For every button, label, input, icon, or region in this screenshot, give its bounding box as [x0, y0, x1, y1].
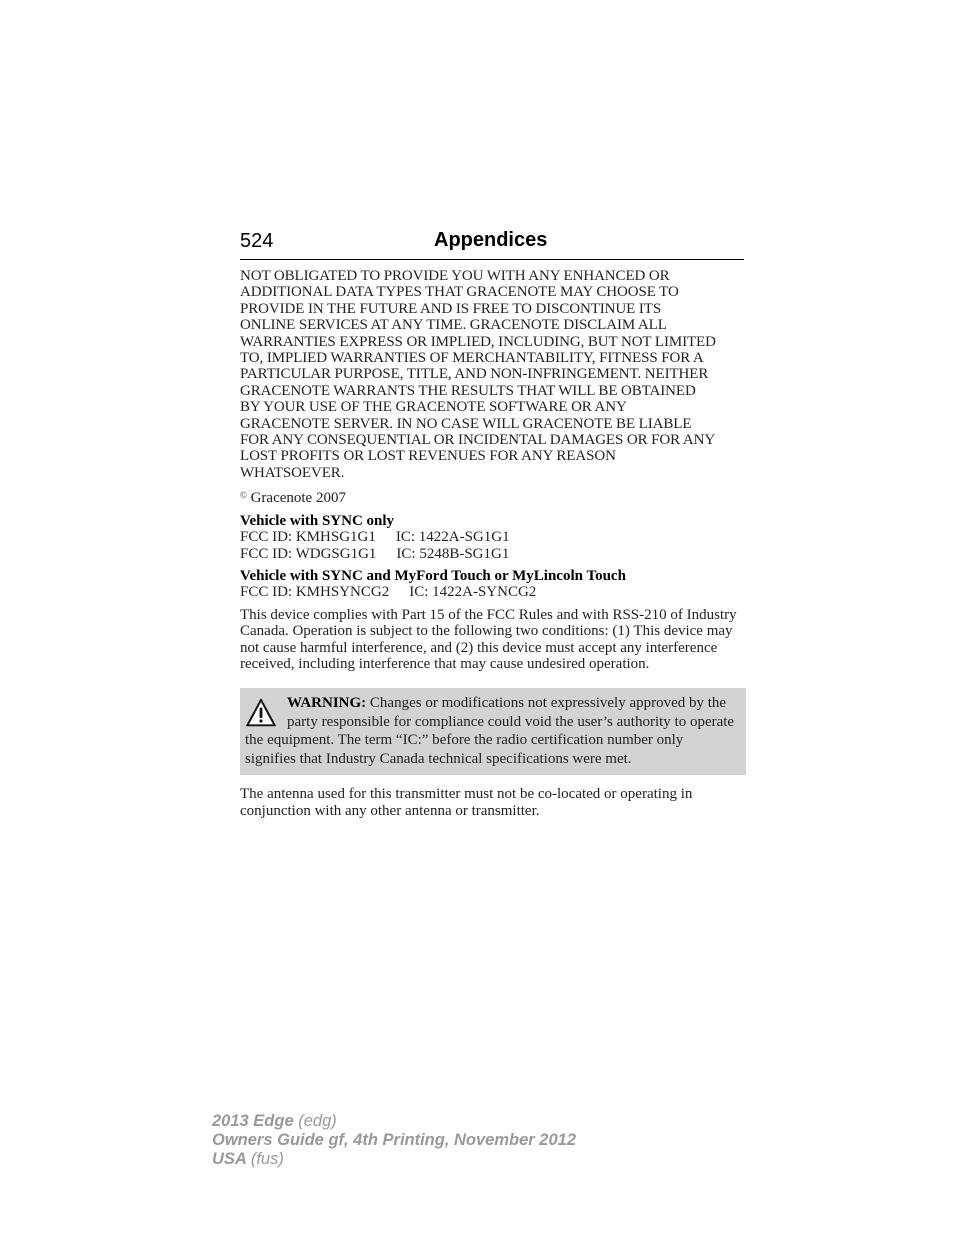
page-number: 524 — [240, 230, 274, 252]
footer-model-line — [212, 1112, 576, 1131]
footer-region: USA — [212, 1150, 247, 1168]
page-footer — [212, 1112, 576, 1169]
footer-model: 2013 Edge — [212, 1112, 294, 1130]
fcc-id: FCC ID: WDGSG1G1 — [240, 545, 377, 562]
section-title: Appendices — [434, 229, 548, 251]
warning-text: Changes or modifications not expressively approved by the party responsible for compliance could void the user’s authority to operate the equipment. The term “IC:” before the radio certification number only signifies that Industry Canada technical specifications were met. — [245, 695, 735, 767]
antenna-paragraph: The antenna used for this transmitter must not be co-located or operating in conjunction with any other antenna or transmitter. — [240, 786, 693, 819]
fcc-line — [240, 584, 746, 600]
footer-region-line — [212, 1150, 576, 1169]
fcc-line — [240, 529, 746, 545]
ic-id: IC: 1422A-SYNCG2 — [409, 584, 537, 601]
fcc-line — [240, 546, 746, 562]
fcc-id: FCC ID: KMHSG1G1 — [240, 529, 376, 546]
page-header — [240, 228, 744, 260]
footer-region-code: (fus) — [250, 1150, 284, 1168]
gracenote-disclaimer: NOT OBLIGATED TO PROVIDE YOU WITH ANY ENHANCED OR ADDITIONAL DATA TYPES THAT GRACENOTE MAY CHOOSE TO PROVIDE IN THE FUTURE AND IS FREE TO DISCONTINUE ITS ONLINE SERVICES AT ANY TIME. GRACENOTE DISCLAIM ALL WARRANTIES EXPRESS OR IMPLIED, INCLUDING, BUT NOT LIMITED TO, IMPLIED WARRANTIES OF MERCHANTABILITY, FITNESS FOR A PARTICULAR PURPOSE, TITLE, AND NON-INFRINGEMENT. NEITHER GRACENOTE WARRANTS THE RESULTS THAT WILL BE OBTAINED BY YOUR USE OF THE GRACENOTE SOFTWARE OR ANY GRACENOTE SERVER. IN NO CASE WILL GRACENOTE BE LIABLE FOR ANY CONSEQUENTIAL OR INCIDENTAL DAMAGES OR FOR ANY LOST PROFITS OR LOST REVENUES FOR ANY REASON WHATSOEVER. — [240, 268, 716, 481]
fcc-id: FCC ID: KMHSYNCG2 — [240, 584, 390, 601]
warning-box — [240, 688, 746, 775]
sync-myford-heading: Vehicle with SYNC and MyFord Touch or MyLincoln Touch — [240, 567, 626, 584]
copyright-symbol: © — [240, 490, 247, 501]
footer-guide-line: Owners Guide gf, 4th Printing, November 2012 — [212, 1131, 576, 1149]
footer-model-code: (edg) — [298, 1112, 337, 1130]
sync-only-heading: Vehicle with SYNC only — [240, 512, 395, 529]
warning-label: WARNING: — [287, 695, 367, 712]
ic-id: IC: 1422A-SG1G1 — [395, 529, 510, 546]
warning-triangle-icon — [245, 697, 277, 729]
copyright-line — [240, 487, 746, 506]
ic-id: IC: 5248B-SG1G1 — [396, 545, 510, 562]
fcc-compliance-paragraph: This device complies with Part 15 of the FCC Rules and with RSS-210 of Industry Canada. Operation is subject to the following two conditions: (1) This device may not cause harmful interference, and (2) this device must accept any interference received, including interference that may cause undesired operation. — [240, 606, 737, 672]
page-body — [240, 268, 746, 819]
copyright-text: Gracenote 2007 — [250, 490, 346, 507]
